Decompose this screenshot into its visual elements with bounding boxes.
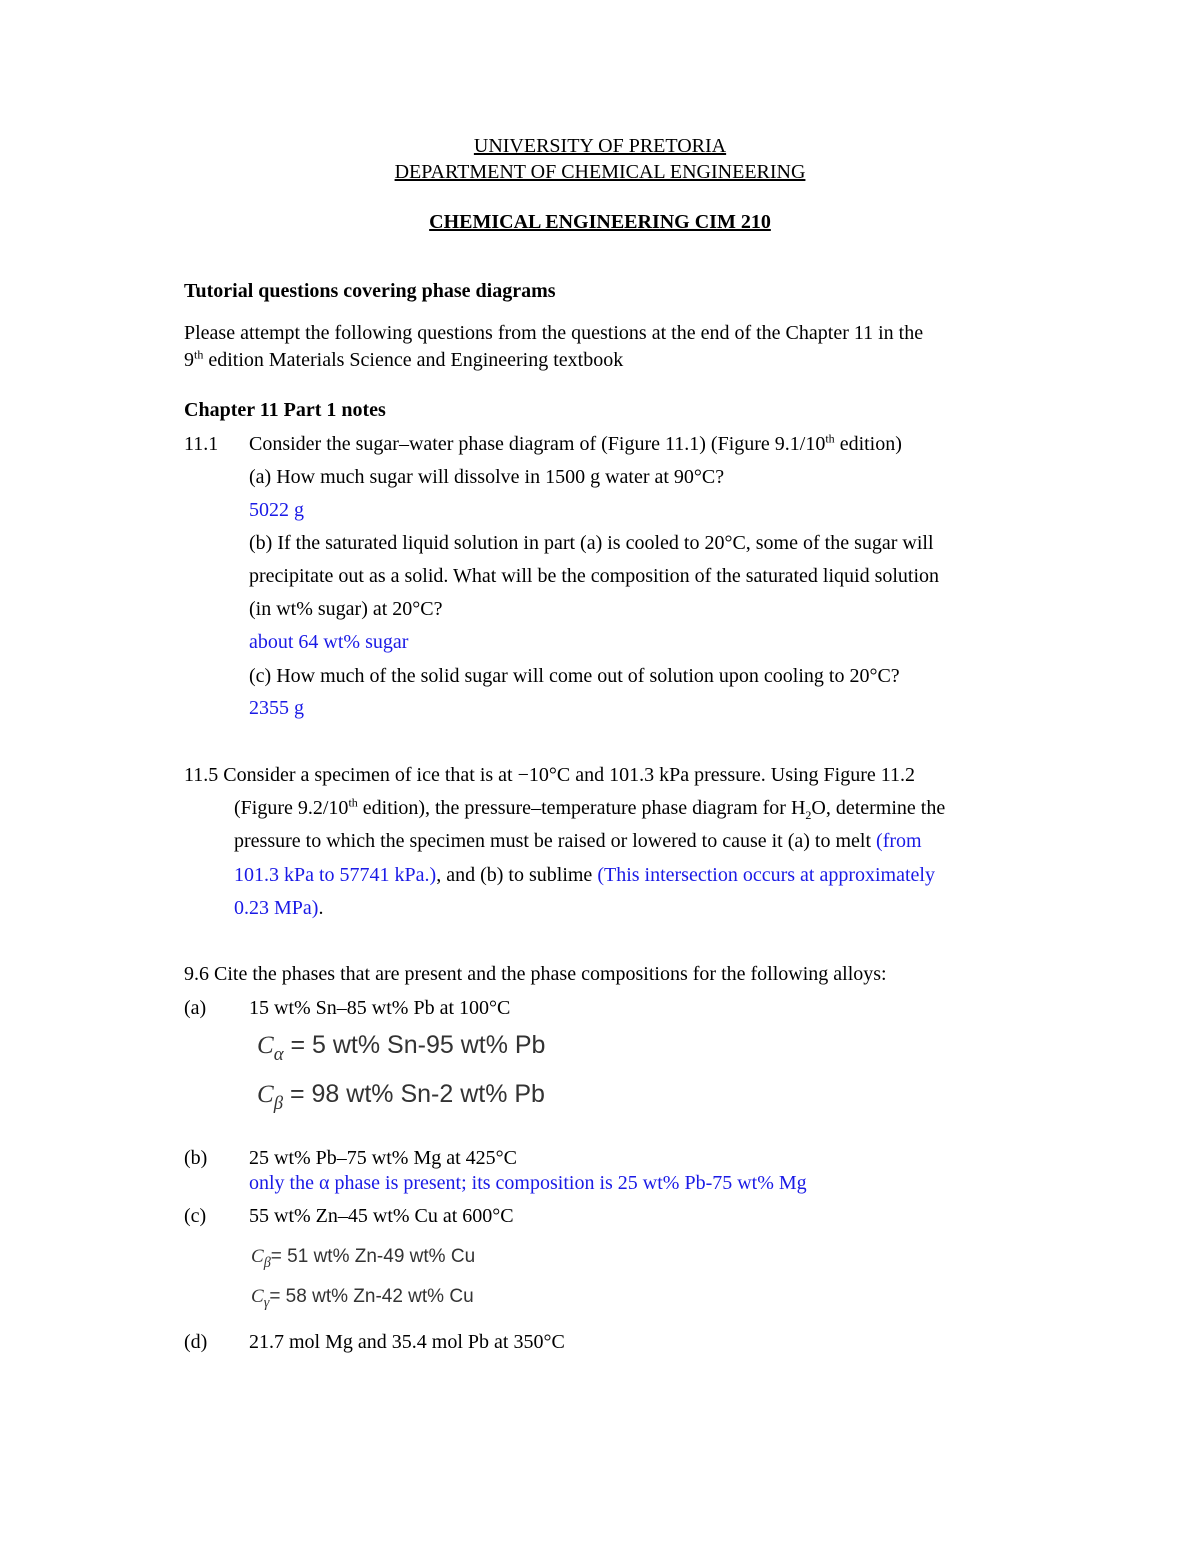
part-a-label: (a) bbox=[184, 997, 207, 1019]
answer-11-1-a: 5022 g bbox=[249, 499, 304, 521]
section-title: Chapter 11 Part 1 notes bbox=[184, 399, 386, 421]
part-b-label: (b) bbox=[184, 1147, 208, 1169]
equation-c-alpha: $C_\alpha = 5$ wt% Sn-95 wt% Pb bbox=[257, 1031, 546, 1065]
question-11-1-c: (c) How much of the solid sugar will come out of solution upon cooling to 20°C? bbox=[249, 665, 900, 687]
question-11-1-a: (a) How much sugar will dissolve in 1500 g water at 90°C? bbox=[249, 466, 725, 488]
equation-c-beta-cu: $C_\beta= 51$ wt% Zn-49 wt% Cu bbox=[251, 1246, 476, 1271]
part-b-text: 25 wt% Pb–75 wt% Mg at 425°C bbox=[249, 1147, 517, 1169]
tutorial-heading: Tutorial questions covering phase diagrams bbox=[184, 280, 556, 302]
answer-part-b: only the α phase is present; its composition is 25 wt% Pb-75 wt% Mg bbox=[249, 1172, 807, 1194]
part-c-label: (c) bbox=[184, 1205, 207, 1227]
university-title: UNIVERSITY OF PRETORIA bbox=[473, 135, 727, 157]
question-11-1-text: Consider the sugar–water phase diagram of (Figure 11.1) (Figure 9.1/10th edition) bbox=[249, 431, 902, 455]
question-11-1-b-line-2: precipitate out as a solid. What will be the composition of the saturated liquid solution bbox=[249, 565, 940, 587]
question-11-5-line-1: 11.5 Consider a specimen of ice that is at −10°C and 101.3 kPa pressure. Using Figure 11.2 bbox=[184, 764, 916, 786]
question-number-11-1: 11.1 bbox=[184, 433, 219, 455]
question-11-1-b-line-1: (b) If the saturated liquid solution in part (a) is cooled to 20°C, some of the sugar will bbox=[249, 532, 934, 554]
part-d-text: 21.7 mol Mg and 35.4 mol Pb at 350°C bbox=[249, 1331, 565, 1353]
question-11-5-line-4: 101.3 kPa to 57741 kPa.), and (b) to sublime (This intersection occurs at approximately bbox=[234, 864, 935, 886]
question-11-5-line-3: pressure to which the specimen must be raised or lowered to cause it (a) to melt (from bbox=[234, 830, 922, 852]
department-title: DEPARTMENT OF CHEMICAL ENGINEERING bbox=[394, 161, 806, 183]
part-a-text: 15 wt% Sn–85 wt% Pb at 100°C bbox=[249, 997, 511, 1019]
part-d-label: (d) bbox=[184, 1331, 208, 1353]
question-11-5-line-2: (Figure 9.2/10th edition), the pressure–temperature phase diagram for $H_2O$, determine the bbox=[234, 795, 946, 822]
answer-11-5-a-start: (from bbox=[876, 830, 922, 852]
intro-line-1: Please attempt the following questions from the questions at the end of the Chapter 11 in the bbox=[184, 322, 924, 344]
part-c-text: 55 wt% Zn–45 wt% Cu at 600°C bbox=[249, 1205, 514, 1227]
question-11-1-b-line-3: (in wt% sugar) at 20°C? bbox=[249, 598, 443, 620]
course-title: CHEMICAL ENGINEERING CIM 210 bbox=[429, 211, 771, 233]
equation-c-gamma-cu: $C_\gamma= 58$ wt% Zn-42 wt% Cu bbox=[251, 1286, 474, 1311]
answer-11-1-b: about 64 wt% sugar bbox=[249, 631, 409, 653]
equation-c-beta: $C_\beta = 98$ wt% Sn-2 wt% Pb bbox=[257, 1080, 545, 1114]
question-11-5-line-5: 0.23 MPa). bbox=[234, 897, 324, 919]
answer-11-5-a: 101.3 kPa to 57741 kPa.) bbox=[234, 864, 437, 886]
question-9-6-intro: 9.6 Cite the phases that are present and the phase compositions for the following alloys: bbox=[184, 963, 887, 985]
answer-11-5-b: 0.23 MPa) bbox=[234, 897, 319, 919]
intro-line-2: 9th edition Materials Science and Engineering textbook bbox=[184, 347, 624, 371]
answer-11-1-c: 2355 g bbox=[249, 697, 304, 719]
answer-11-5-b-start: (This intersection occurs at approximately bbox=[597, 864, 935, 886]
